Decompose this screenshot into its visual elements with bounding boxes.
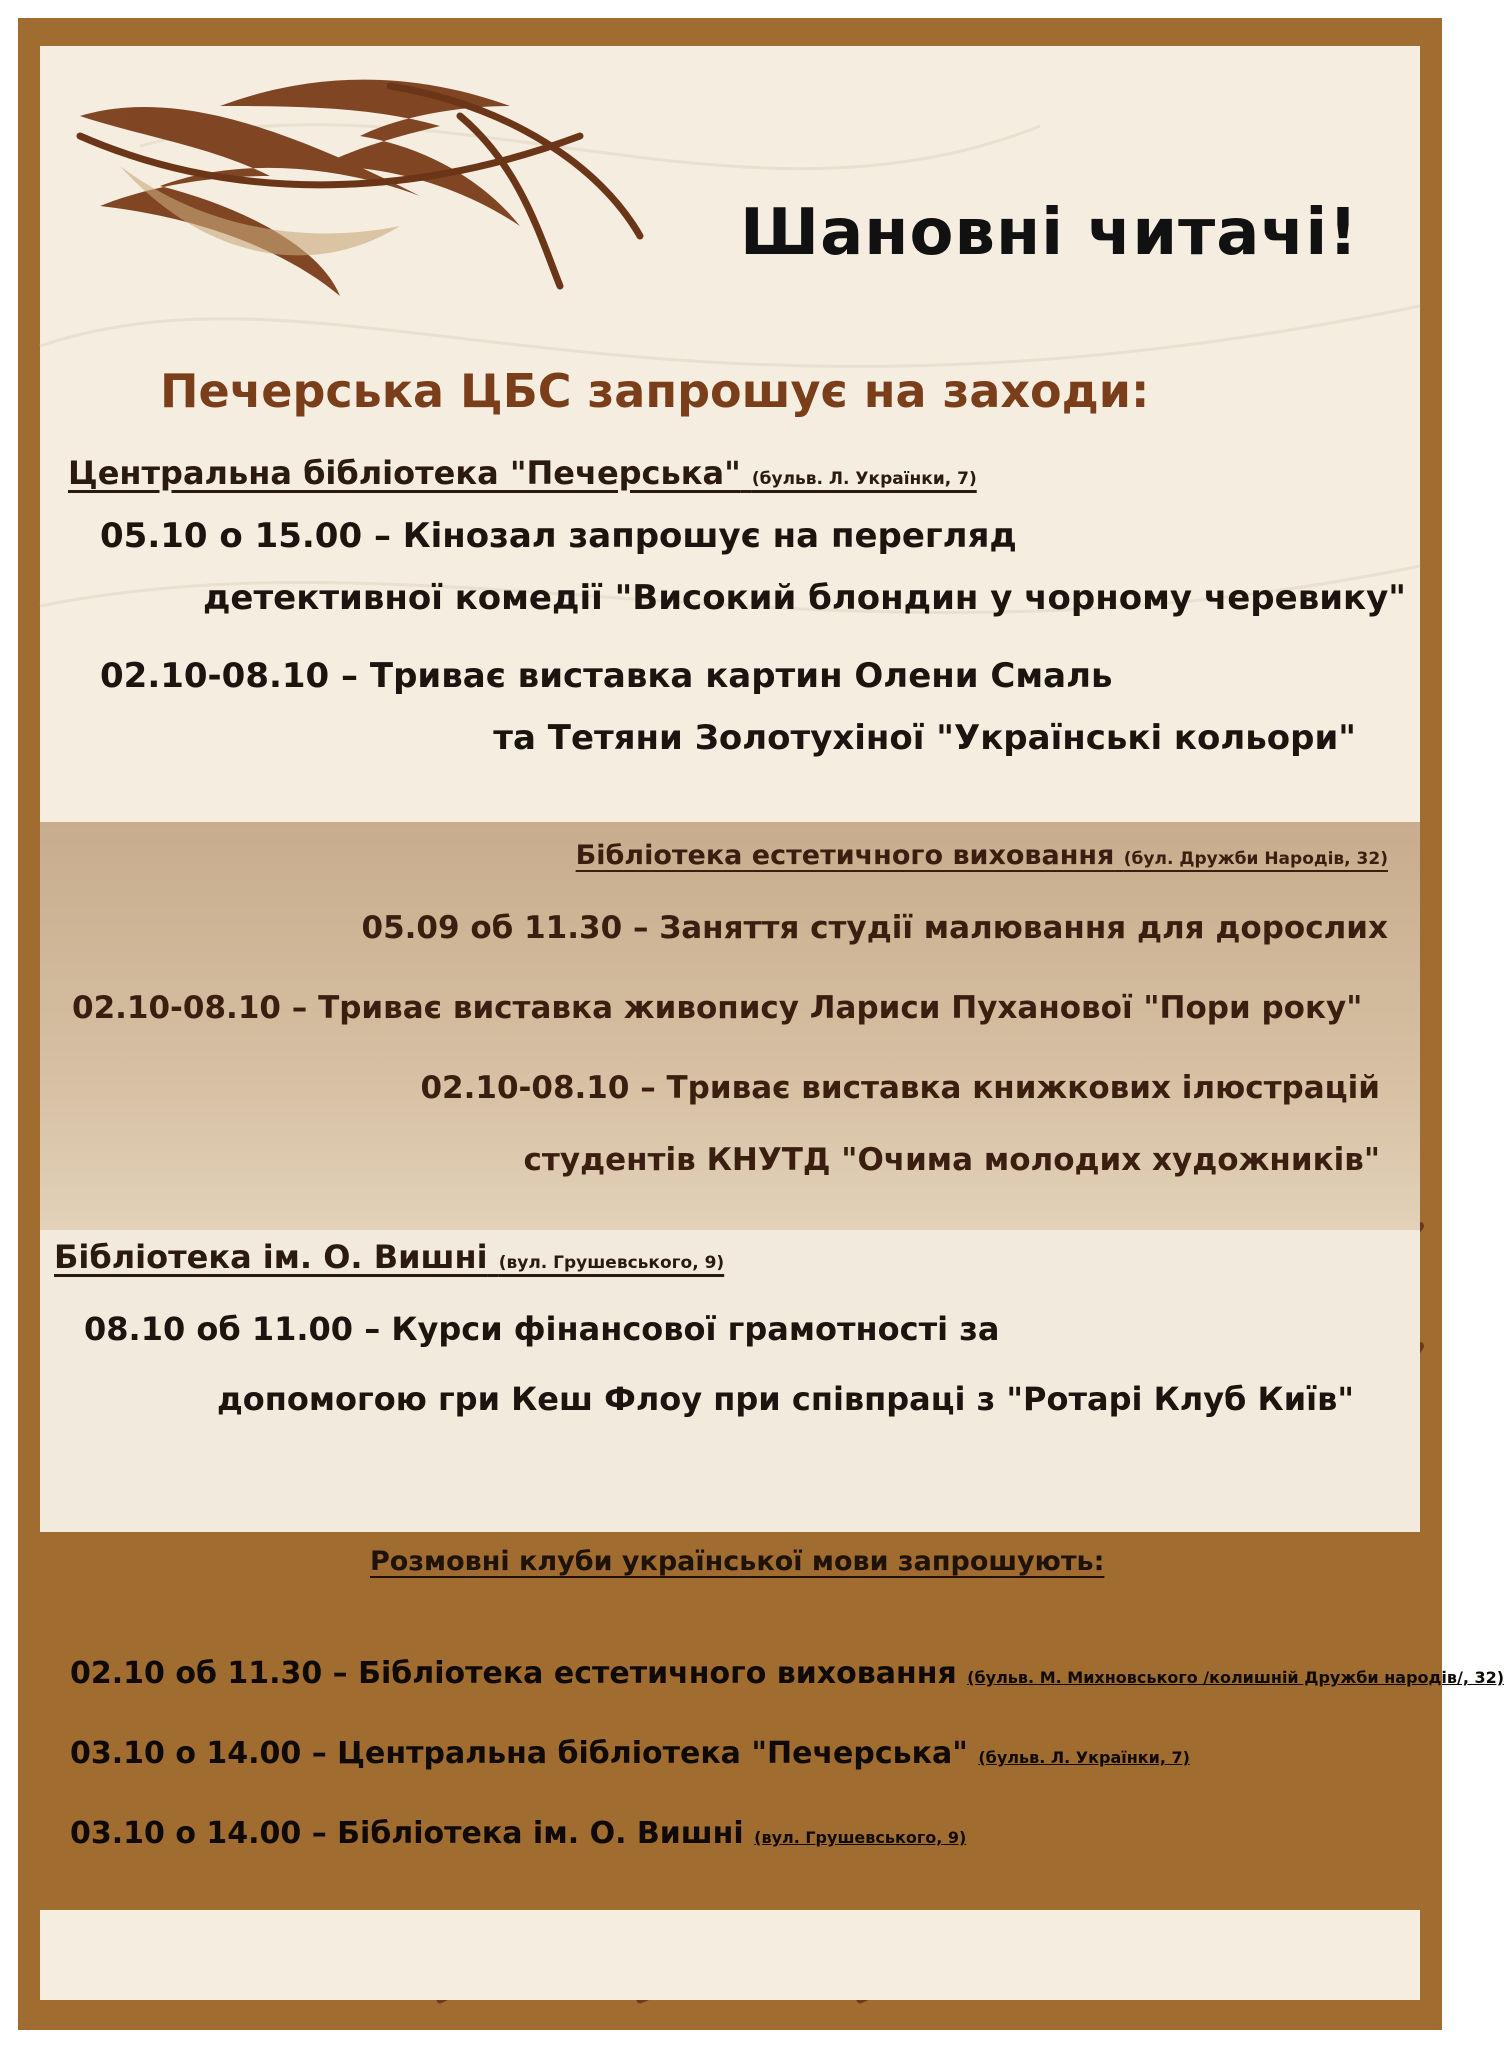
footer-band	[40, 1910, 1420, 2000]
language-club-item	[70, 1656, 1504, 1691]
greeting-title: Шановні читачі!	[740, 196, 1359, 270]
central-event-2-line1: 02.10-08.10 – Триває виставка картин Олени Смаль	[100, 656, 1113, 696]
language-club-address: (бульв. Л. Українки, 7)	[978, 1748, 1190, 1767]
central-library-heading	[68, 454, 977, 492]
language-club-address: (бульв. М. Михновського /колишній Дружби народів/, 32)	[967, 1668, 1504, 1687]
vyshni-event-1-line1: 08.10 об 11.00 – Курси фінансової грамотності за	[84, 1310, 1000, 1348]
poster-frame	[18, 18, 1504, 2030]
poster-paper	[40, 46, 1504, 2000]
aesthetic-library-name: Бібліотека естетичного виховання	[575, 840, 1115, 871]
language-club-text: 03.10 о 14.00 – Бібліотека ім. О. Вишні	[70, 1816, 744, 1851]
language-club-text: 03.10 о 14.00 – Центральна бібліотека "Печерська"	[70, 1736, 968, 1771]
language-club-item	[70, 1736, 1190, 1771]
vyshni-library-address: (вул. Грушевського, 9)	[498, 1253, 725, 1273]
vyshni-library-name: Бібліотека ім. О. Вишні	[54, 1238, 488, 1276]
central-library-name: Центральна бібліотека "Печерська"	[68, 454, 741, 492]
central-event-1-line2: детективної комедії "Високий блондин у чорному черевику"	[202, 578, 1406, 618]
invite-title: Печерська ЦБС запрошує на заходи:	[160, 364, 1150, 418]
aesthetic-event-1: 05.09 об 11.30 – Заняття студії малювання для дорослих	[361, 910, 1388, 946]
aesthetic-event-2: 02.10-08.10 – Триває виставка живопису Лариси Пуханової "Пори року"	[72, 990, 1363, 1026]
aesthetic-event-3-line1: 02.10-08.10 – Триває виставка книжкових ілюстрацій	[420, 1070, 1380, 1106]
central-event-2-line2: та Тетяни Золотухіної "Українські кольори"	[493, 718, 1356, 758]
language-club-item	[70, 1816, 966, 1851]
central-library-address: (бульв. Л. Українки, 7)	[751, 469, 977, 489]
aesthetic-library-heading	[576, 840, 1388, 871]
vyshni-library-heading	[54, 1238, 724, 1276]
language-clubs-heading: Розмовні клуби української мови запрошують:	[370, 1546, 1105, 1577]
language-club-address: (вул. Грушевського, 9)	[754, 1828, 967, 1847]
language-clubs-band	[40, 1532, 1420, 1910]
aesthetic-library-address: (бул. Дружби Народів, 32)	[1123, 849, 1388, 869]
language-club-text: 02.10 об 11.30 – Бібліотека естетичного виховання	[70, 1656, 957, 1691]
aesthetic-event-3-line2: студентів КНУТД "Очима молодих художників"	[523, 1142, 1380, 1178]
central-event-1-line1: 05.10 о 15.00 – Кінозал запрошує на перегляд	[100, 516, 1017, 556]
vyshni-event-1-line2: допомогою гри Кеш Флоу при співпраці з "Ротарі Клуб Київ"	[216, 1380, 1354, 1418]
